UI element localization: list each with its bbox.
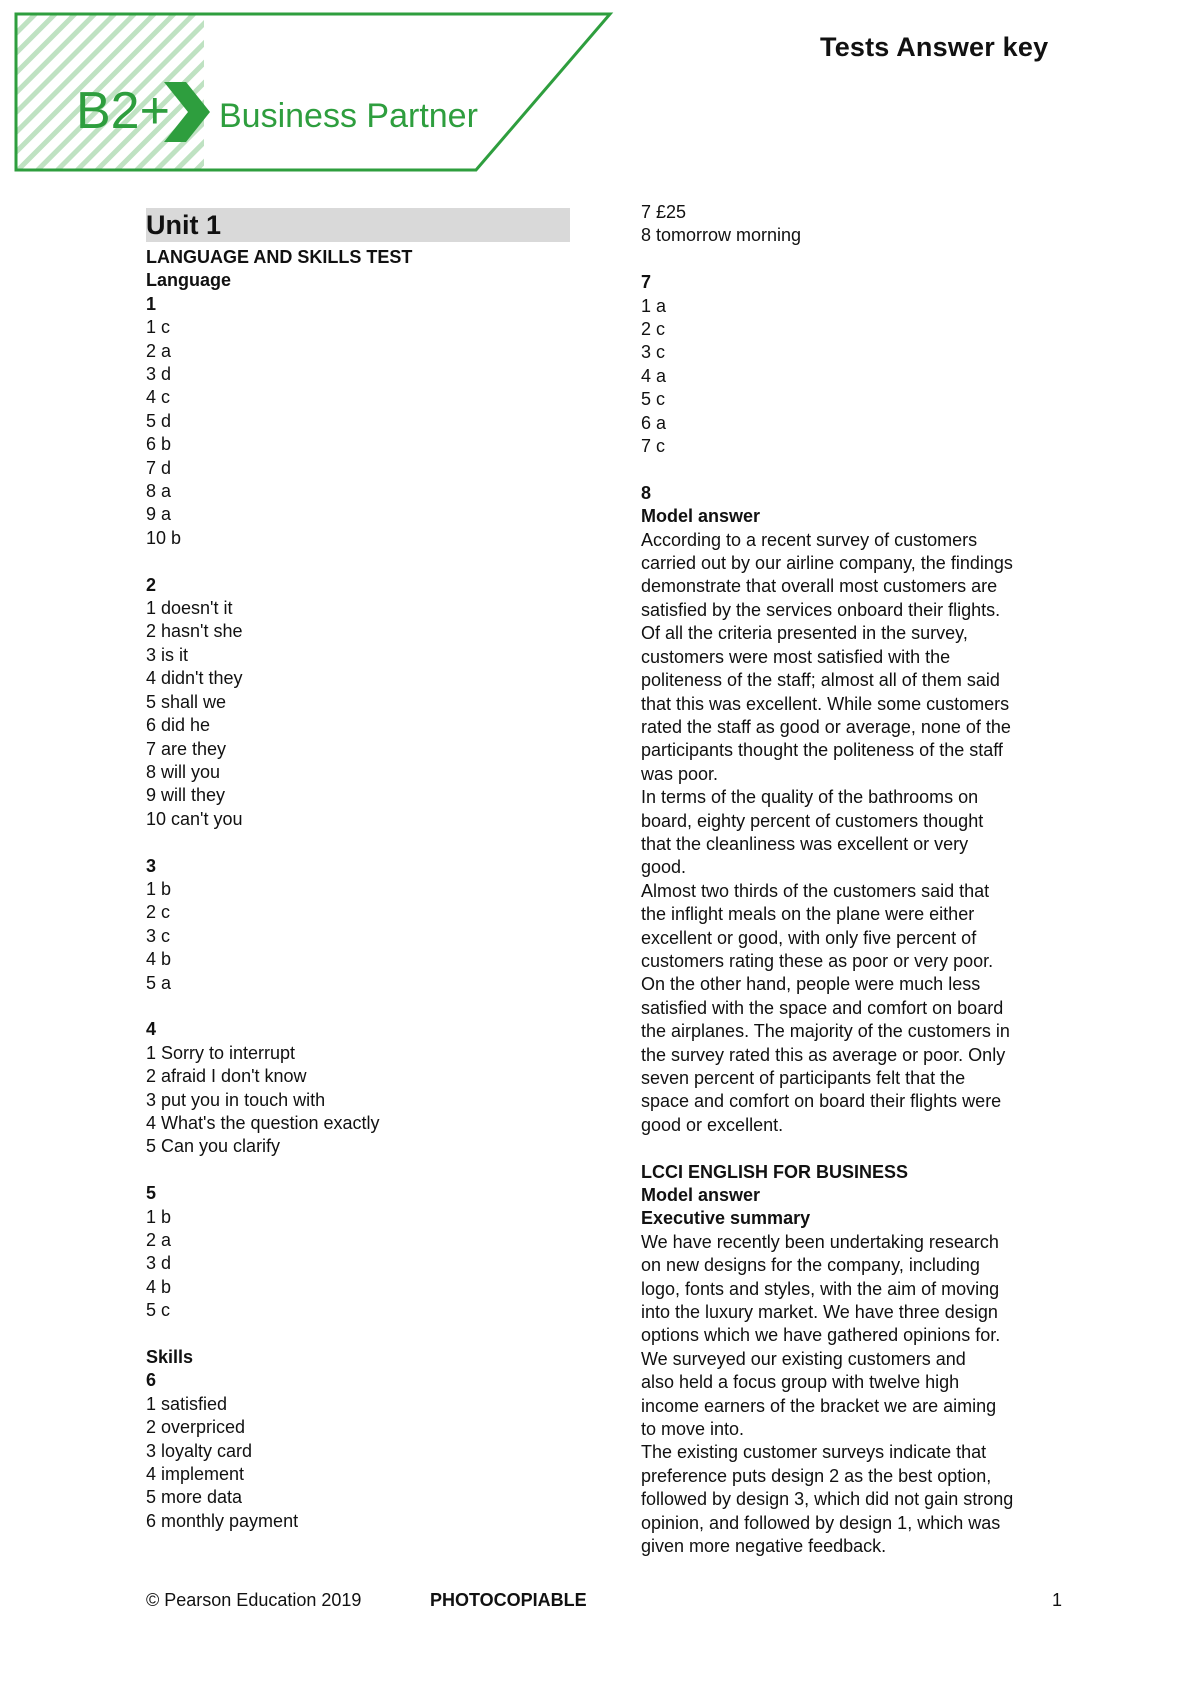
document-title: Tests Answer key: [820, 32, 1049, 62]
text-line: was poor.: [641, 763, 719, 784]
answer-item: 9 a: [146, 504, 172, 525]
answer-item: 5 c: [641, 389, 666, 410]
model-answer-heading: Model answer: [641, 506, 761, 527]
text-line: carried out by our airline company, the findings: [641, 553, 1013, 574]
answer-item: 5 d: [146, 410, 172, 431]
exercise-6-continued: [641, 201, 1071, 248]
text-line: customers rating these as poor or very poor.: [641, 950, 994, 971]
answer-item: 10 can't you: [146, 808, 243, 829]
executive-summary-text: [641, 1231, 1071, 1559]
text-line: satisfied with the space and comfort on board: [641, 997, 1004, 1018]
answer-item: 5 more data: [146, 1487, 243, 1508]
text-line: options which we have gathered opinions for.: [641, 1325, 1001, 1346]
answer-item: 4 a: [641, 365, 667, 386]
answer-item: 1 a: [641, 295, 667, 316]
answer-item: 6 a: [641, 412, 667, 433]
exercise-5: [146, 1182, 570, 1322]
exercise-4: [146, 1018, 570, 1158]
answer-item: 1 c: [146, 317, 171, 338]
answer-item: 6 b: [146, 434, 172, 455]
answer-item: 7 c: [641, 436, 666, 457]
answer-item: 2 c: [146, 902, 171, 923]
answer-item: 2 overpriced: [146, 1417, 246, 1438]
exercise-1: [146, 293, 570, 550]
exercise-number: 5: [146, 1183, 157, 1204]
text-line: given more negative feedback.: [641, 1536, 887, 1557]
text-line: excellent or good, with only five percent of: [641, 927, 977, 948]
text-line: the inflight meals on the plane were either: [641, 904, 975, 925]
answer-item: 5 c: [146, 1300, 171, 1321]
text-line: satisfied by the services onboard their flights.: [641, 599, 1001, 620]
text-line: Of all the criteria presented in the survey,: [641, 623, 968, 644]
answer-item: 2 hasn't she: [146, 621, 243, 642]
text-line: opinion, and followed by design 1, which was: [641, 1512, 1001, 1533]
skills-heading: Skills: [146, 1347, 194, 1368]
left-column: [146, 208, 570, 1533]
answer-item: 6 monthly payment: [146, 1510, 299, 1531]
answer-item: 3 loyalty card: [146, 1440, 253, 1461]
text-line: politeness of the staff; almost all of them said: [641, 670, 1000, 691]
answer-item: 4 didn't they: [146, 668, 243, 689]
text-line: 7 £25: [641, 202, 687, 222]
exercise-7: [641, 271, 1071, 458]
lcci-model-answer-heading: Model answer: [641, 1185, 761, 1206]
answer-item: 3 c: [641, 342, 666, 363]
answer-item: 8 a: [146, 481, 172, 502]
text-line: According to a recent survey of customers: [641, 529, 978, 550]
exercise-3: [146, 855, 570, 995]
executive-summary-heading: Executive summary: [641, 1208, 811, 1229]
answer-item: 5 Can you clarify: [146, 1136, 281, 1157]
exercise-8-number: 8: [641, 482, 652, 503]
answer-item: 9 will they: [146, 785, 226, 806]
level-label: B2+: [76, 82, 170, 140]
text-line: In terms of the quality of the bathrooms on: [641, 787, 979, 808]
answer-item: 2 afraid I don't know: [146, 1066, 307, 1087]
text-line: on new designs for the company, including: [641, 1255, 980, 1276]
text-line: seven percent of participants felt that the: [641, 1068, 966, 1088]
answer-item: 8 will you: [146, 761, 221, 782]
exercise-number: 4: [146, 1019, 157, 1040]
text-line: followed by design 3, which did not gain strong: [641, 1489, 1014, 1510]
answer-item: 1 b: [146, 1206, 172, 1227]
answer-item: 2 c: [641, 319, 666, 340]
answer-item: 1 doesn't it: [146, 598, 233, 619]
answer-item: 4 c: [146, 387, 171, 408]
answer-item: 3 d: [146, 1253, 172, 1274]
answer-item: 4 What's the question exactly: [146, 1112, 380, 1133]
text-line: board, eighty percent of customers thought: [641, 810, 984, 831]
text-line: rated the staff as good or average, none of the: [641, 716, 1011, 737]
answer-item: 5 shall we: [146, 691, 227, 712]
text-line: preference puts design 2 as the best option,: [641, 1465, 992, 1486]
right-column: [641, 201, 1071, 1559]
answer-item: 10 b: [146, 527, 182, 548]
section-heading: LANGUAGE AND SKILLS TEST: [146, 247, 413, 267]
model-answer-text: [641, 529, 1071, 1138]
lcci-section-heading: LCCI ENGLISH FOR BUSINESS: [641, 1161, 909, 1182]
text-line: space and comfort on board their flights were: [641, 1091, 1002, 1112]
answer-item: 1 Sorry to interrupt: [146, 1042, 296, 1063]
brand-name: Business Partner: [219, 97, 478, 135]
text-line: demonstrate that overall most customers are: [641, 576, 998, 597]
answer-item: 7 are they: [146, 738, 227, 759]
page-number: 1: [1052, 1590, 1063, 1610]
text-line: good.: [641, 857, 687, 878]
answer-item: 4 b: [146, 949, 172, 970]
answer-item: 3 put you in touch with: [146, 1089, 326, 1110]
text-line: also held a focus group with twelve high: [641, 1372, 960, 1393]
answer-item: 3 d: [146, 364, 172, 385]
brand-banner: [14, 12, 614, 178]
answer-item: 1 satisfied: [146, 1393, 228, 1414]
answer-item: 7 d: [146, 457, 172, 478]
text-line: On the other hand, people were much less: [641, 974, 981, 995]
text-line: that this was excellent. While some customers: [641, 693, 1010, 714]
text-line: to move into.: [641, 1419, 745, 1440]
exercise-number: 2: [146, 574, 157, 595]
exercise-2: [146, 574, 570, 831]
subsection-heading: Language: [146, 270, 232, 291]
photocopiable-label: PHOTOCOPIABLE: [430, 1590, 587, 1610]
exercise-6: [146, 1369, 570, 1533]
answer-item: 2 a: [146, 1230, 172, 1250]
answer-item: 4 implement: [146, 1464, 245, 1485]
exercise-number: 1: [146, 293, 157, 314]
text-line: Almost two thirds of the customers said that: [641, 880, 990, 901]
text-line: the survey rated this as average or poor. Only: [641, 1044, 1006, 1065]
answer-item: 3 is it: [146, 644, 189, 665]
text-line: good or excellent.: [641, 1114, 784, 1135]
answer-item: 3 c: [146, 925, 171, 946]
text-line: customers were most satisfied with the: [641, 646, 951, 667]
text-line: the airplanes. The majority of the customers in: [641, 1021, 1010, 1042]
text-line: We have recently been undertaking research: [641, 1231, 999, 1252]
answer-item: 1 b: [146, 878, 172, 899]
exercise-number: 6: [146, 1370, 157, 1391]
answer-item: 4 b: [146, 1276, 172, 1297]
text-line: that the cleanliness was excellent or very: [641, 833, 969, 854]
exercise-number: 3: [146, 855, 157, 876]
exercise-number: 7: [641, 272, 652, 293]
text-line: 8 tomorrow morning: [641, 225, 802, 246]
answer-item: 5 a: [146, 972, 172, 993]
answer-item: 6 did he: [146, 715, 211, 736]
text-line: into the luxury market. We have three design: [641, 1302, 998, 1323]
text-line: The existing customer surveys indicate that: [641, 1442, 987, 1463]
text-line: income earners of the bracket we are aiming: [641, 1395, 997, 1416]
copyright-text: © Pearson Education 2019: [146, 1590, 362, 1610]
text-line: participants thought the politeness of the staff: [641, 740, 1003, 761]
text-line: logo, fonts and styles, with the aim of moving: [641, 1278, 1000, 1299]
text-line: We surveyed our existing customers and: [641, 1348, 966, 1369]
unit-heading: Unit 1: [146, 208, 570, 242]
answer-item: 2 a: [146, 340, 172, 361]
